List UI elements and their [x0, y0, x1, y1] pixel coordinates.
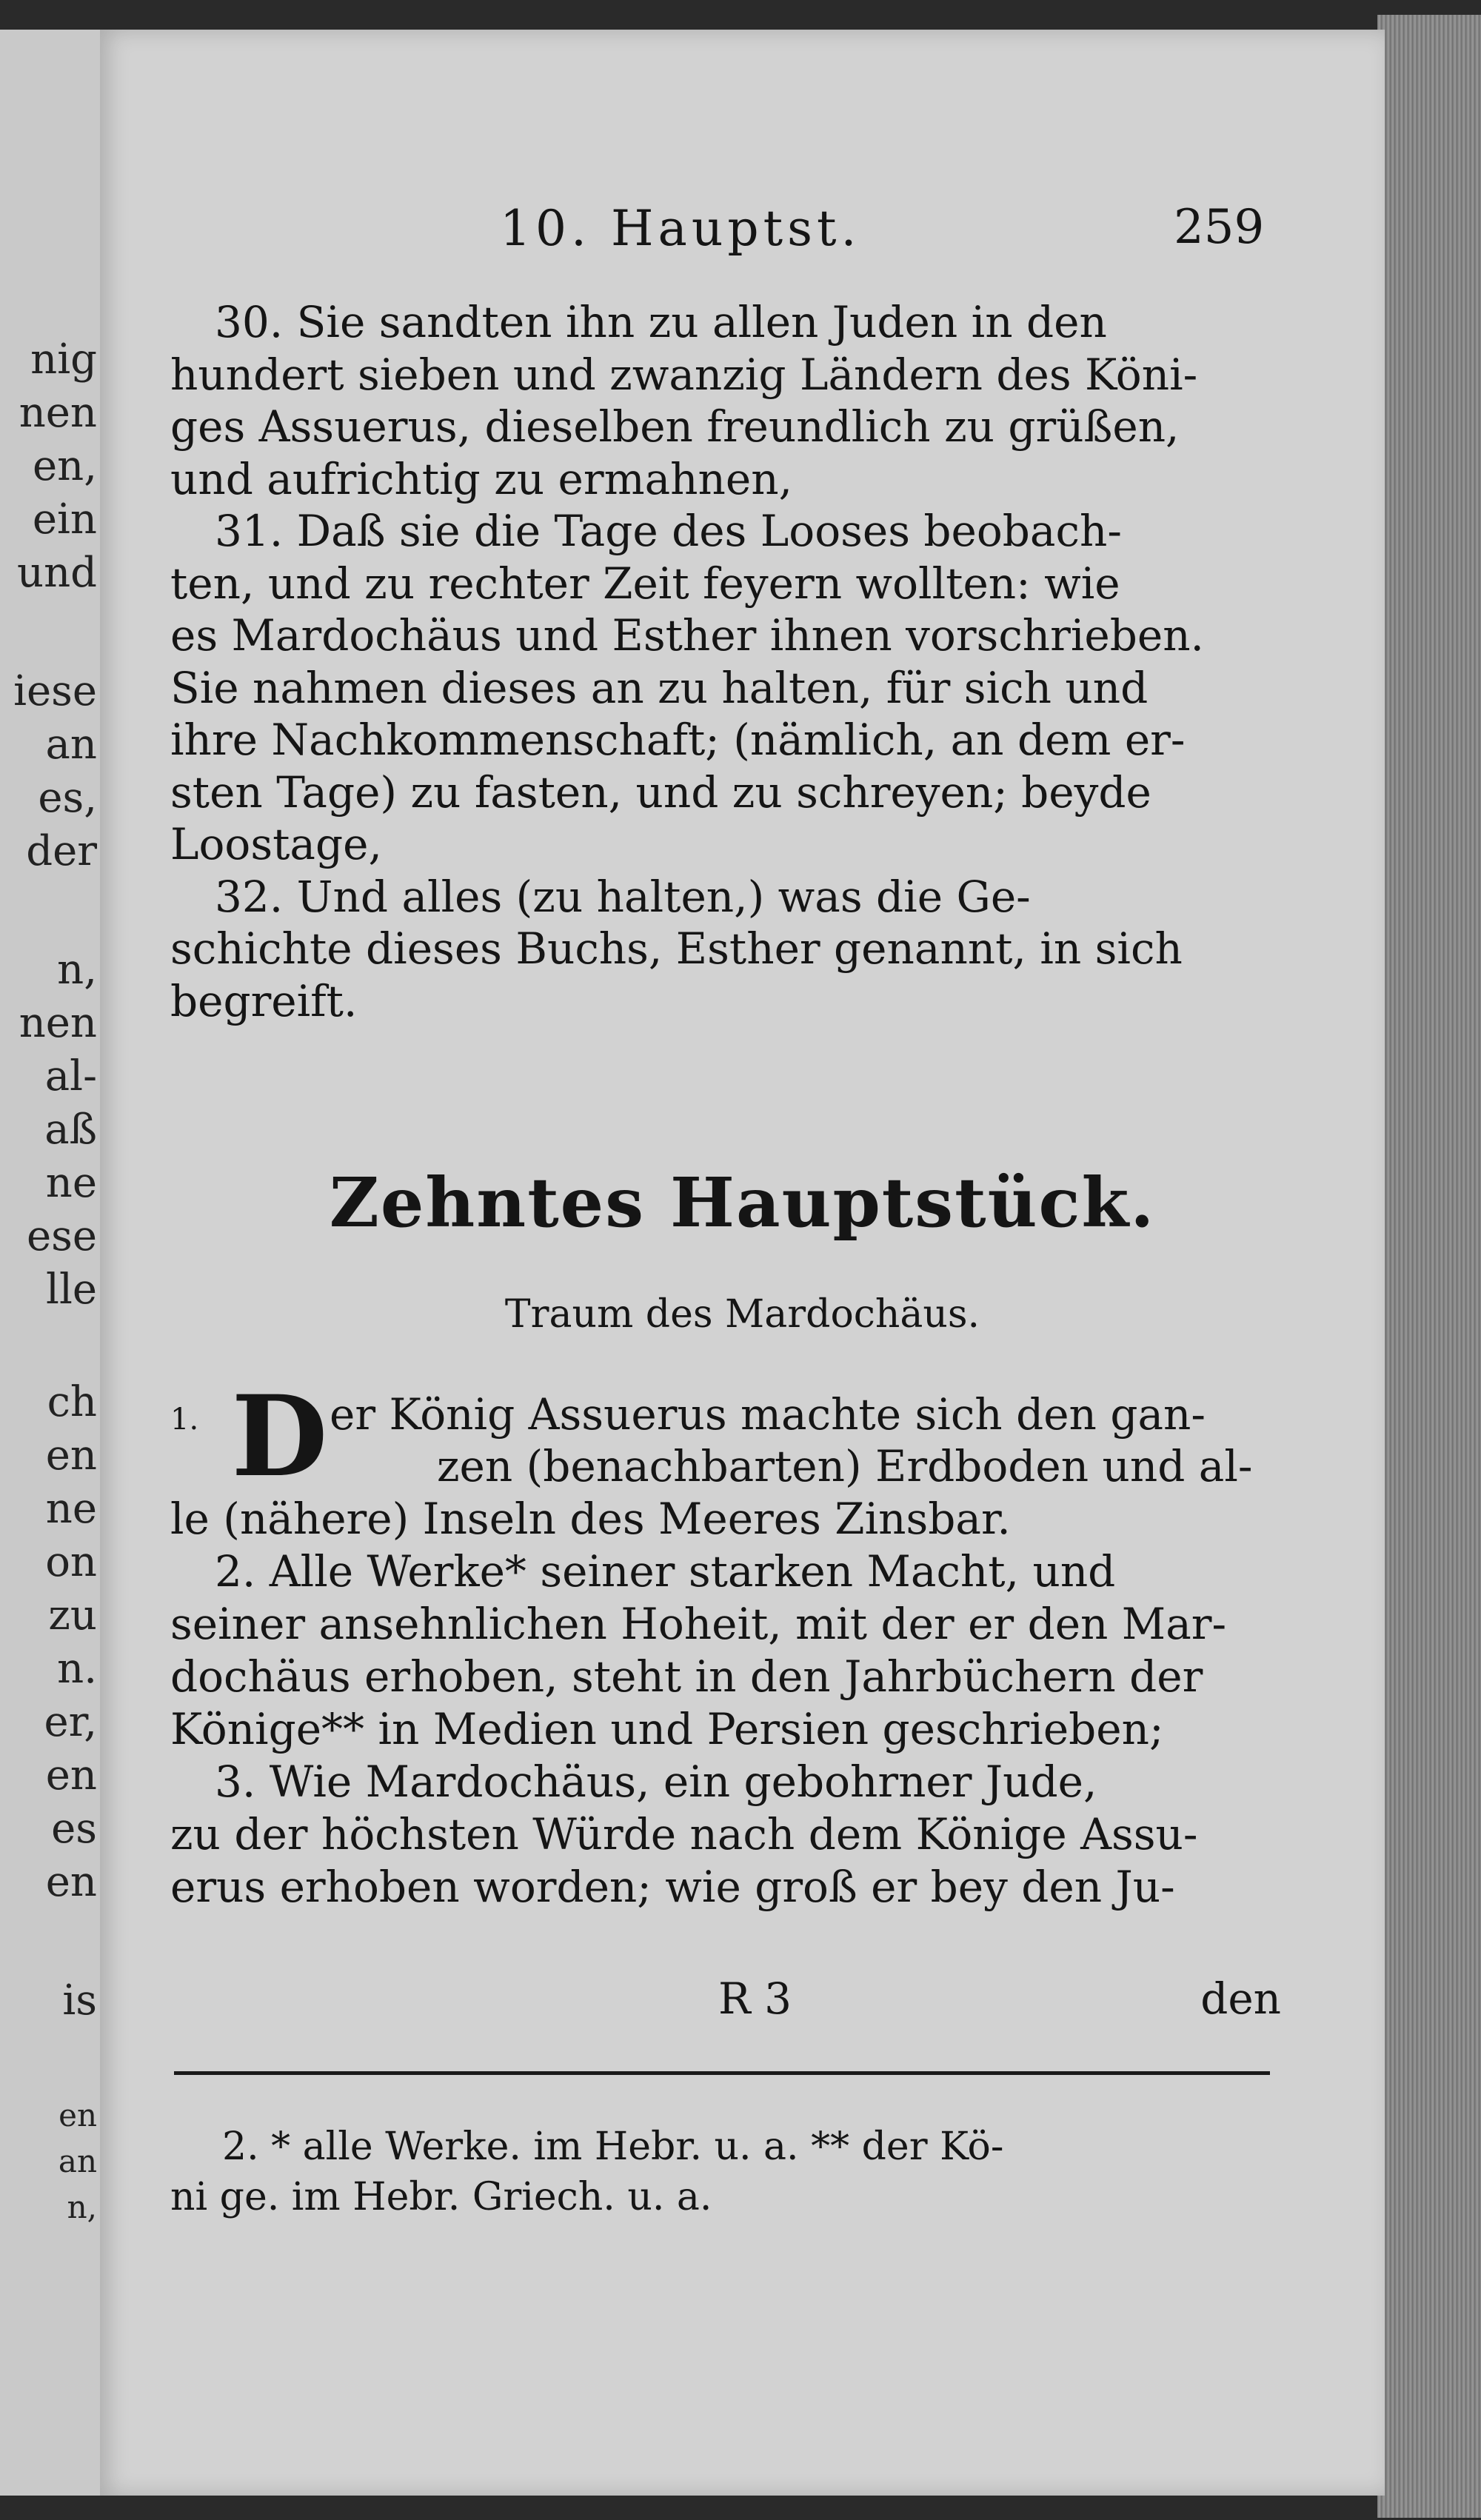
text-line: Loostage,: [170, 819, 382, 869]
text-line: dochäus erhoben, steht in den Jahrbüchern der: [170, 1651, 1203, 1702]
text-line: er König Assuerus machte sich den gan-: [330, 1389, 1206, 1440]
footnote-rule: [174, 2071, 1270, 2075]
text-line: Sie nahmen dieses an zu halten, für sich und: [170, 662, 1149, 713]
left-fragment: en: [45, 1431, 97, 1480]
left-fragment: al-: [44, 1052, 97, 1100]
signature-line: [170, 1973, 1281, 2025]
text-line: zen (benachbarten) Erdboden und al-: [437, 1441, 1253, 1491]
page-edge-stack: [1377, 15, 1481, 2518]
verse-marker: 1.: [170, 1403, 199, 1437]
page-number: 259: [1174, 200, 1265, 255]
catchword: den: [1200, 1973, 1281, 2024]
text-line: es Mardochäus und Esther ihnen vorschrieben.: [170, 610, 1204, 661]
left-fragment: nig: [30, 335, 97, 384]
left-fragment: ese: [26, 1212, 97, 1260]
book-page: [100, 30, 1385, 2496]
text-line: ges Assuerus, dieselben freundlich zu grüßen,: [170, 401, 1180, 452]
left-fragment: is: [62, 1976, 97, 2025]
scanner-top-band: [0, 0, 1481, 30]
text-line: ten, und zu rechter Zeit feyern wollten: wie: [170, 558, 1120, 609]
text-line: 3. Wie Mardochäus, ein gebohrner Jude,: [215, 1757, 1097, 1807]
left-gap: [0, 1909, 100, 1974]
left-fragment: en,: [32, 442, 97, 490]
left-fragment: iese: [13, 667, 97, 715]
left-fragment: der: [26, 827, 97, 875]
printer-signature: R 3: [718, 1973, 792, 2024]
text-line: und aufrichtig zu ermahnen,: [170, 453, 793, 504]
text-line: sten Tage) zu fasten, und zu schreyen; beyde: [170, 766, 1151, 818]
text-line: ihre Nachkommenschaft; (nämlich, an dem er-: [170, 715, 1186, 765]
left-page-edge: [0, 30, 102, 2496]
text-line: hundert sieben und zwanzig Ländern des Köni-: [170, 349, 1198, 400]
left-fragment: ein: [32, 495, 97, 544]
left-fragment: und: [17, 549, 97, 597]
text-line: 32. Und alles (zu halten,) was die Ge-: [215, 871, 1031, 922]
verse-block: [170, 296, 1281, 1027]
dropcap-initial: D: [231, 1371, 328, 1502]
text-line: 30. Sie sandten ihn zu allen Juden in den: [215, 297, 1107, 347]
left-fragment: nen: [19, 389, 97, 437]
left-fragment: er,: [44, 1698, 97, 1746]
text-line: zu der höchsten Würde nach dem Könige Assu-: [170, 1809, 1198, 1859]
left-fragment: n,: [67, 2189, 97, 2225]
left-fragment: ne: [45, 1485, 97, 1533]
chapter-subtitle: Traum des Mardochäus.: [504, 1292, 980, 1337]
text-line: 2. Alle Werke* seiner starken Macht, und: [215, 1546, 1116, 1597]
text-line: begreift.: [170, 975, 358, 1026]
left-fragment: en: [45, 1751, 97, 1799]
left-fragment: en: [45, 1858, 97, 1906]
text-line: le (nähere) Inseln des Meeres Zinsbar.: [170, 1494, 1011, 1544]
left-page-text-fragments: [0, 333, 100, 2230]
left-fragment: n.: [57, 1645, 97, 1693]
left-fragment: en: [58, 2097, 97, 2133]
left-fragment: es: [51, 1805, 97, 1853]
left-fragment: zu: [48, 1591, 97, 1640]
page-header: [100, 200, 1385, 259]
running-head: 10. Hauptst.: [500, 200, 861, 257]
text-line: 31. Daß sie die Tage des Looses beobach-: [215, 506, 1122, 556]
left-fragment: es,: [38, 774, 97, 822]
left-fragment: n,: [57, 946, 97, 994]
text-line: seiner ansehnlichen Hoheit, mit der er den Mar-: [170, 1599, 1227, 1649]
left-gap: [0, 2028, 100, 2093]
footnote-line: ni ge. im Hebr. Griech. u. a.: [170, 2175, 712, 2219]
left-fragment: aß: [44, 1106, 97, 1154]
left-gap: [0, 878, 100, 943]
footnote-line: 2. * alle Werke. im Hebr. u. a. ** der Kö-: [222, 2125, 1004, 2169]
chapter-text: [170, 1371, 1281, 1914]
left-fragment: an: [45, 721, 97, 769]
left-gap: [0, 1317, 100, 1376]
left-fragment: on: [45, 1538, 97, 1586]
left-fragment: ch: [47, 1378, 97, 1426]
text-line: schichte dieses Buchs, Esther genannt, in sich: [170, 923, 1183, 974]
left-fragment: lle: [46, 1266, 97, 1314]
left-fragment: ne: [45, 1159, 97, 1207]
left-gap: [0, 600, 100, 665]
left-fragment: an: [58, 2143, 97, 2179]
footnotes: [170, 2122, 1281, 2222]
left-fragment: nen: [19, 999, 97, 1047]
chapter-title: Zehntes Hauptstück.: [329, 1163, 1156, 1243]
text-line: Könige** in Medien und Persien geschrieben;: [170, 1704, 1164, 1754]
text-line: erus erhoben worden; wie groß er bey den Ju-: [170, 1862, 1175, 1912]
